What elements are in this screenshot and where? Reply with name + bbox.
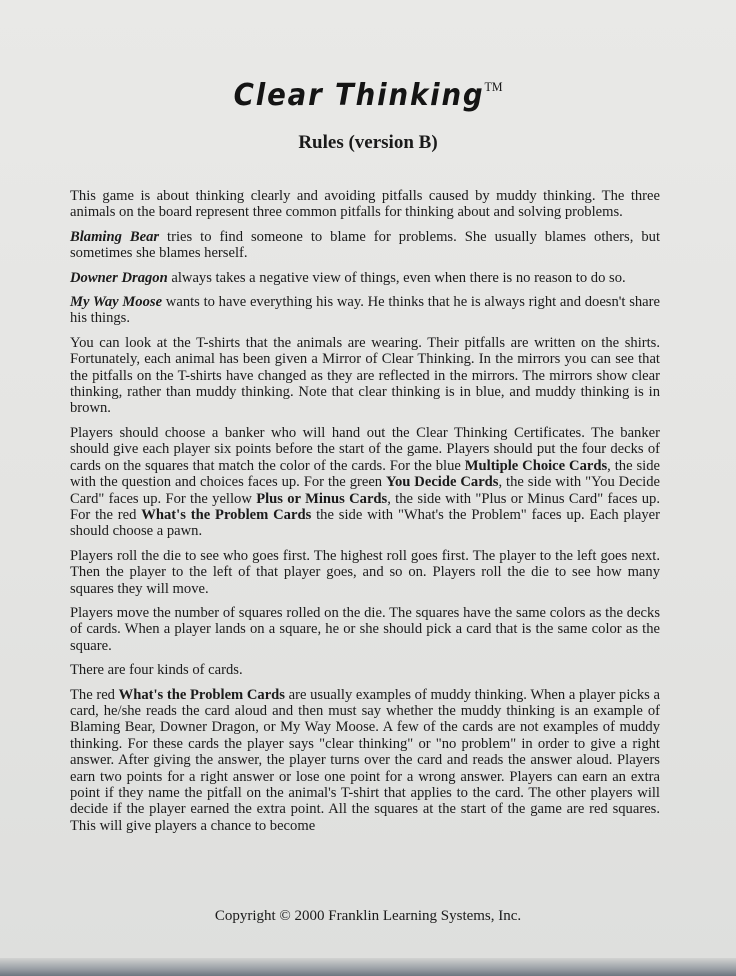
page-title — [234, 78, 503, 113]
paragraph-text: This game is about thinking clearly and avoiding pitfalls caused by muddy thinking. The three animals on the board represent three common pitfalls for thinking about and solving problems. — [70, 188, 660, 221]
title-text: Clear Thinking — [233, 78, 485, 113]
rules-paragraph — [70, 425, 660, 540]
paragraph-text: are usually examples of muddy thinking. When a player picks a card, he/she reads the card aloud and then must say whether the muddy thinking is an example of Blaming Bear, Downer Dragon, or My Way Moose. A few of the cards are not examples of muddy thinking. For these cards the player says "clear thinking" or "no problem" in order to give a right answer. After giving the answer, the player turns over the card and reads the answer aloud. Players earn two points for a right answer or lose one point for a wrong answer. Players can earn an extra point if they name the pitfall on the animal's T-shirt that applies to the card. The other players will decide if the player earned the extra point. All the squares at the start of the game are red squares. This will give players a chance to become — [70, 686, 660, 834]
paragraph-text: , the side with "Plus or Minus Card" faces up. For the red — [70, 490, 660, 523]
paragraph-text: , the side with "You Decide Card" faces up. For the yellow — [70, 474, 660, 507]
paragraph-text: Players roll the die to see who goes first. The highest roll goes first. The player to the left goes next. Then the player to the left of that player goes, and so on. Players roll the die to see how many squares they will move. — [70, 547, 660, 597]
animal-name: Downer Dragon — [70, 269, 168, 286]
card-type-name: Multiple Choice Cards — [464, 457, 608, 474]
paragraph-text: Players should choose a banker who will hand out the Clear Thinking Certificates. The banker should give each player six points before the start of the game. Players should put the four decks of cards on the squares that match the color of the cards. For the blue — [70, 424, 660, 474]
animal-name: Blaming Bear — [70, 228, 160, 245]
surface-edge — [0, 958, 736, 976]
paragraph-text: the side with "What's the Problem" faces up. Each player should choose a pawn. — [70, 506, 660, 540]
paragraph-text: wants to have everything his way. He thinks that he is always right and doesn't share his things. — [70, 294, 660, 327]
paragraph-text: Players move the number of squares rolled on the die. The squares have the same colors as the decks of cards. When a player lands on a square, he or she should pick a card that is the same color as the square. — [70, 604, 660, 654]
paragraph-text: , the side with the question and choices faces up. For the green — [70, 457, 660, 491]
paragraph-text: There are four kinds of cards. — [70, 662, 243, 679]
rules-paragraph — [70, 548, 660, 597]
rules-paragraph — [70, 229, 660, 262]
title-block — [0, 78, 736, 113]
card-type-name: What's the Problem Cards — [141, 506, 312, 523]
paragraph-text: The red — [70, 686, 119, 703]
rules-paragraph — [70, 270, 660, 286]
animal-name: My Way Moose — [70, 294, 163, 311]
rules-paragraph — [70, 294, 660, 327]
rules-paragraph — [70, 188, 660, 221]
paragraph-text: You can look at the T-shirts that the animals are wearing. Their pitfalls are written on the shirts. Fortunately, each animal has been given a Mirror of Clear Thinking. In the mirrors you can see that the pitfalls on the T-shirts have changed as they are reflected in the mirrors. The mirrors show clear thinking, rather than muddy thinking. Note that clear thinking is in blue, and muddy thinking is in brown. — [70, 334, 660, 417]
paragraph-text: tries to find someone to blame for problems. She usually blames others, but sometimes she blames herself. — [70, 228, 660, 262]
card-type-name: What's the Problem Cards — [118, 686, 285, 703]
rules-paragraph — [70, 687, 660, 835]
rules-paragraph — [70, 335, 660, 417]
card-type-name: Plus or Minus Cards — [256, 490, 388, 507]
rules-body — [70, 188, 660, 842]
paragraph-text: always takes a negative view of things, even when there is no reason to do so. — [167, 269, 626, 286]
trademark-mark: TM — [484, 79, 503, 94]
copyright-footer: Copyright © 2000 Franklin Learning Systems, Inc. — [214, 908, 522, 924]
card-type-name: You Decide Cards — [386, 474, 499, 491]
rules-paragraph — [70, 605, 660, 654]
page-subtitle: Rules (version B) — [298, 132, 438, 153]
rules-paragraph — [70, 662, 660, 678]
